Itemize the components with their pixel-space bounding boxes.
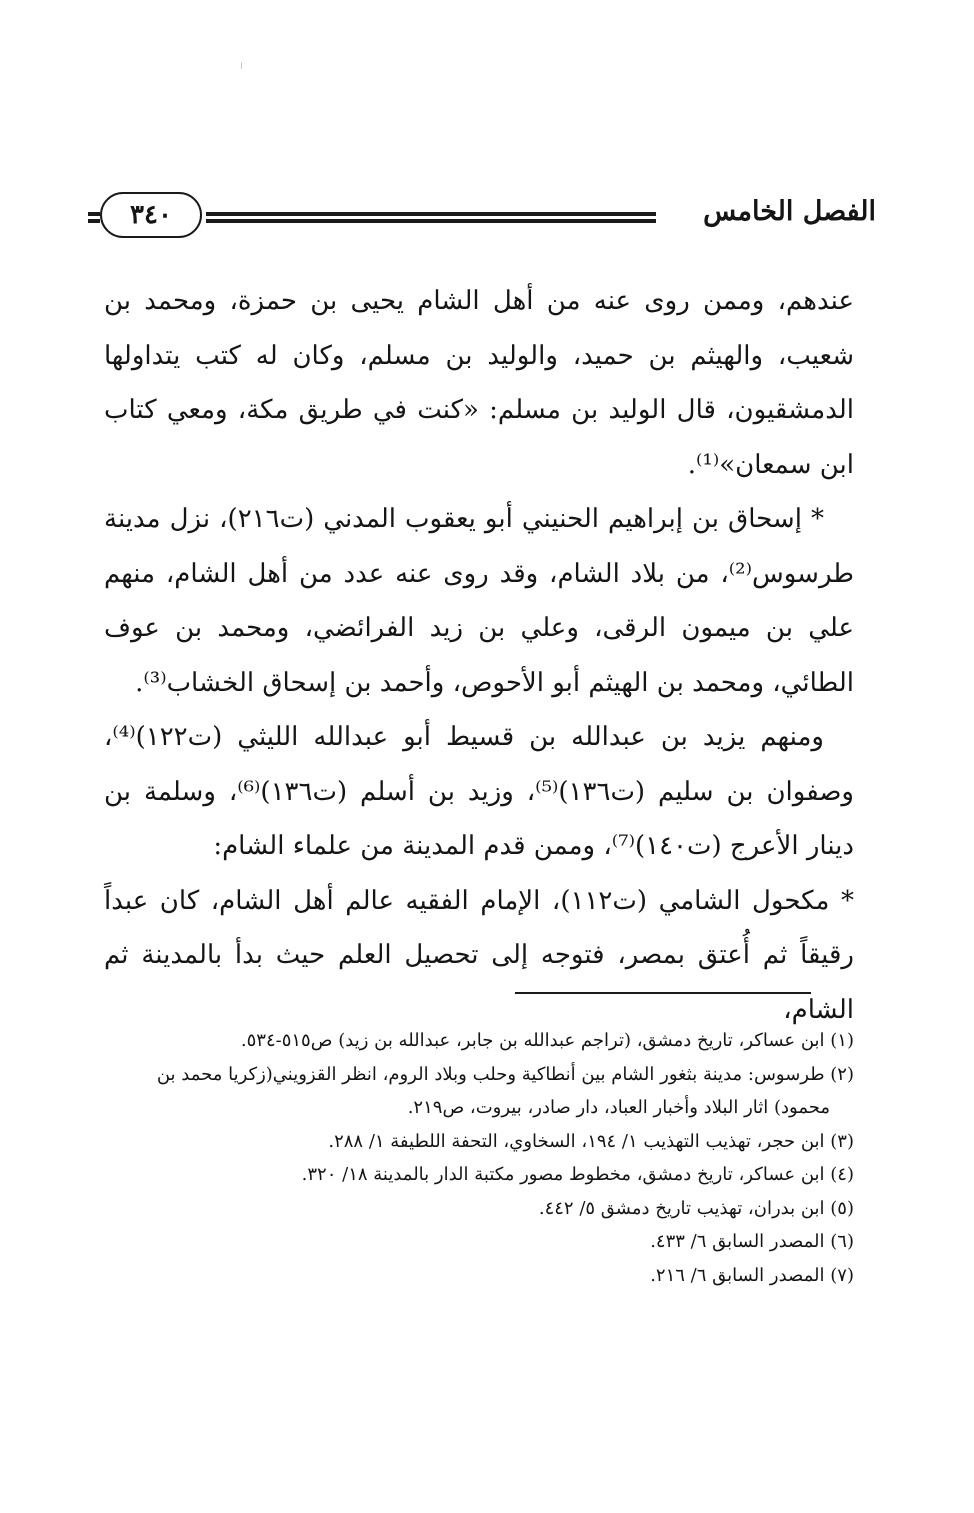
page-number: ٣٤٠ <box>100 192 202 238</box>
footnote: (٥) ابن بدران، تهذيب تاريخ دمشق ٥/ ٤٤٢. <box>538 1197 854 1219</box>
footnote: (٧) المصدر السابق ٦/ ٢١٦. <box>650 1264 854 1286</box>
chapter-title: الفصل الخامس <box>703 196 876 227</box>
footnote-continuation: محمود) اثار البلاد وأخبار العباد، دار صادر، بيروت، ص٢١٩. <box>407 1097 830 1118</box>
body-text <box>104 274 854 1037</box>
header-rule <box>206 219 656 223</box>
footnote: (١) ابن عساكر، تاريخ دمشق، (تراجم عبدالله بن جابر، عبدالله بن زيد) ص٥١٥-٥٣٤. <box>240 1030 854 1051</box>
paragraph: * إسحاق بن إبراهيم الحنيني أبو يعقوب المدني (ت٢١٦)، نزل مدينة طرسوس⁽²⁾، من بلاد الشام، وقد روى عنه عدد من أهل الشام، منهم علي بن ميمون الرقى، وعلي بن زيد الفرائضي، ومحمد بن عوف الطائي، ومحمد بن الهيثم أبو الأحوص، وأحمد بن إسحاق الخشاب⁽³⁾. <box>104 504 854 698</box>
header-rule <box>88 219 100 223</box>
footnote: (٦) المصدر السابق ٦/ ٤٣٣. <box>650 1231 854 1252</box>
scan-mark <box>241 62 242 69</box>
footnotes <box>104 1024 854 1292</box>
footnote-separator <box>515 992 811 994</box>
paragraph: ومنهم يزيد بن عبدالله بن قسيط أبو عبدالله الليثي (ت١٢٢)⁽⁴⁾، وصفوان بن سليم (ت١٣٦)⁽⁵⁾، وزيد بن أسلم (ت١٣٦)⁽⁶⁾، وسلمة بن دينار الأعرج (ت١٤٠)⁽⁷⁾، وممن قدم المدينة من علماء الشام: <box>104 722 854 861</box>
footnote: (٢) طرسوس: مدينة بثغور الشام بين أنطاكية وحلب وبلاد الروم، انظر القزويني(زكريا محمد بن <box>156 1063 854 1085</box>
header-rule <box>206 212 656 216</box>
paragraph: عندهم، وممن روى عنه من أهل الشام يحيى بن حمزة، ومحمد بن شعيب، والهيثم بن حميد، والوليد بن مسلم، وكان له كتب يتداولها الدمشقيون، قال الوليد بن مسلم: «كنت في طريق مكة، ومعي كتاب ابن سمعان»⁽¹⁾. <box>104 286 854 480</box>
footnote: (٤) ابن عساكر، تاريخ دمشق، مخطوط مصور مكتبة الدار بالمدينة ١٨/ ٣٢٠. <box>301 1164 854 1185</box>
page-header <box>88 192 876 242</box>
paragraph: * مكحول الشامي (ت١١٢)، الإمام الفقيه عالم أهل الشام، كان عبداً رقيقاً ثم أُعتق بمصر، فتوجه إلى تحصيل العلم حيث بدأ بالمدينة ثم الشام، <box>104 885 854 1025</box>
header-rule <box>88 212 100 216</box>
footnote: (٣) ابن حجر، تهذيب التهذيب ١/ ١٩٤، السخاوي، التحفة اللطيفة ١/ ٢٨٨. <box>328 1130 854 1152</box>
